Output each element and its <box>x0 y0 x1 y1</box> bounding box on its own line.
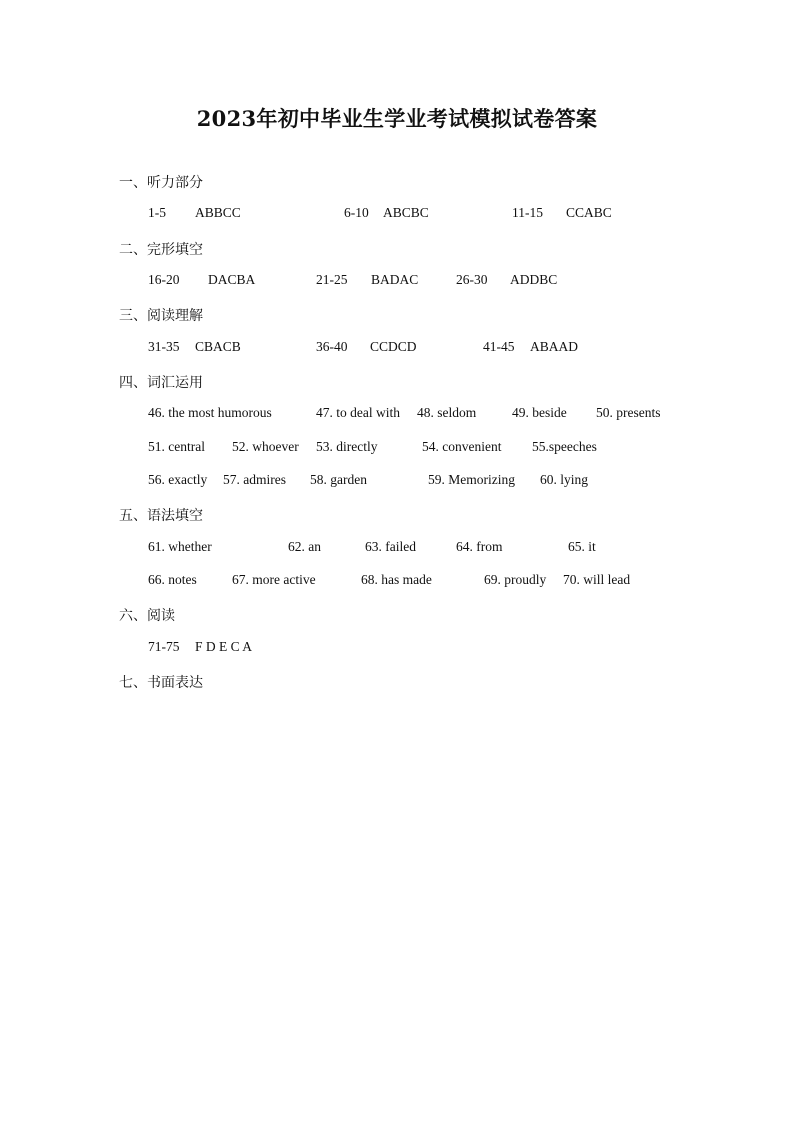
section-heading-writing: 七、书面表达 <box>119 675 203 691</box>
answer-range: 21-25 <box>316 272 348 287</box>
answer-letters: ABBCC <box>195 205 241 220</box>
section-heading-grammar: 五、语法填空 <box>119 508 203 524</box>
answer-word: 66. notes <box>148 572 197 587</box>
answer-range: 36-40 <box>316 339 348 354</box>
answer-range: 11-15 <box>512 205 543 220</box>
section-heading-vocabulary: 四、词汇运用 <box>119 375 203 391</box>
answer-letters: ABAAD <box>530 339 579 354</box>
answer-word: 64. from <box>456 539 503 554</box>
answer-range: 31-35 <box>148 339 180 354</box>
answer-word: 52. whoever <box>232 439 299 454</box>
answer-letters: ABCBC <box>383 205 429 220</box>
answer-word: 47. to deal with <box>316 405 400 420</box>
answer-word: 51. central <box>148 439 205 454</box>
answer-range: 71-75 <box>148 639 180 654</box>
answer-range: 6-10 <box>344 205 369 220</box>
section-heading-reading-2: 六、阅读 <box>119 608 175 624</box>
answer-range: 1-5 <box>148 205 166 220</box>
answer-letters: F D E C A <box>195 639 253 654</box>
answer-word: 48. seldom <box>417 405 477 420</box>
answer-word: 57. admires <box>223 472 286 487</box>
answer-word: 50. presents <box>596 405 661 420</box>
answer-word: 70. will lead <box>563 572 631 587</box>
answer-word: 54. convenient <box>422 439 502 454</box>
answer-word: 68. has made <box>361 572 432 587</box>
answer-letters: CCABC <box>566 205 612 220</box>
answer-word: 69. proudly <box>484 572 547 587</box>
answer-word: 55.speeches <box>532 439 597 454</box>
answer-word: 53. directly <box>316 439 378 454</box>
answer-range: 16-20 <box>148 272 180 287</box>
answer-word: 61. whether <box>148 539 212 554</box>
section-heading-listening: 一、听力部分 <box>119 175 203 191</box>
answer-word: 65. it <box>568 539 596 554</box>
section-heading-reading: 三、阅读理解 <box>119 308 203 324</box>
section-heading-cloze: 二、完形填空 <box>119 242 203 258</box>
answer-word: 59. Memorizing <box>428 472 515 487</box>
page-title: 2023年初中毕业生学业考试模拟试卷答案 <box>196 106 598 131</box>
answer-word: 56. exactly <box>148 472 208 487</box>
answer-range: 26-30 <box>456 272 488 287</box>
answer-range: 41-45 <box>483 339 515 354</box>
answer-word: 58. garden <box>310 472 367 487</box>
answer-word: 62. an <box>288 539 321 554</box>
answer-letters: ADDBC <box>510 272 558 287</box>
answer-word: 49. beside <box>512 405 567 420</box>
answer-letters: DACBA <box>208 272 256 287</box>
answer-word: 60. lying <box>540 472 589 487</box>
answer-word: 46. the most humorous <box>148 405 272 420</box>
answer-letters: CCDCD <box>370 339 417 354</box>
answer-letters: BADAC <box>371 272 419 287</box>
answer-word: 63. failed <box>365 539 416 554</box>
answer-word: 67. more active <box>232 572 316 587</box>
answer-letters: CBACB <box>195 339 241 354</box>
